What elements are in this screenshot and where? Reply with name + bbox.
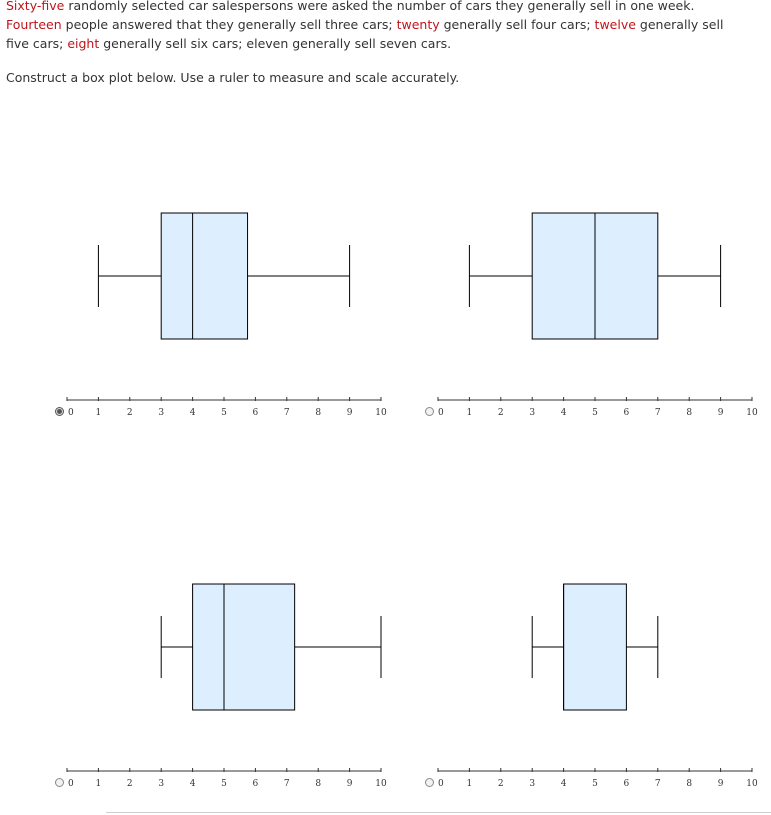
tick-label: 4 <box>560 408 567 418</box>
tick-label: 1 <box>95 779 102 789</box>
tick-label: 6 <box>252 779 259 789</box>
tick-label: 9 <box>717 779 724 789</box>
tick-label: 10 <box>746 779 758 789</box>
tick-label: 0 <box>68 779 74 789</box>
tick-label: 9 <box>346 779 353 789</box>
tick-label: 4 <box>189 408 196 418</box>
tick-label: 7 <box>654 408 661 418</box>
tick-label: 8 <box>315 408 322 418</box>
tick-label: 2 <box>497 779 504 789</box>
tick-label: 4 <box>189 779 196 789</box>
highlighted-number: twelve <box>594 17 636 32</box>
tick-label: 1 <box>466 408 473 418</box>
tick-label: 2 <box>126 408 133 418</box>
question-segment: generally sell four cars; <box>439 17 595 32</box>
tick-label: 0 <box>438 779 444 789</box>
question-segment: generally sell six cars; eleven generally sell seven cars. <box>99 36 452 51</box>
tick-label: 6 <box>623 779 630 789</box>
highlighted-number: Sixty-five <box>6 0 65 13</box>
instruction-text: Construct a box plot below. Use a ruler to measure and scale accurately. <box>6 70 460 85</box>
divider <box>106 812 771 813</box>
tick-label: 9 <box>717 408 724 418</box>
tick-label: 5 <box>592 779 598 789</box>
tick-label: 9 <box>346 408 353 418</box>
tick-label: 7 <box>283 779 290 789</box>
tick-label: 4 <box>560 779 567 789</box>
tick-label: 3 <box>158 408 165 418</box>
tick-label: 1 <box>466 779 473 789</box>
tick-label: 8 <box>686 779 693 789</box>
highlighted-number: Fourteen <box>6 17 62 32</box>
iqr-box <box>564 584 627 710</box>
highlighted-number: eight <box>67 36 100 51</box>
question-segment: generally sell five cars; <box>6 17 724 51</box>
question-segment: people answered that they generally sell three cars; <box>61 17 397 32</box>
tick-label: 8 <box>686 408 693 418</box>
tick-label: 3 <box>529 408 536 418</box>
tick-label: 2 <box>126 779 133 789</box>
tick-label: 10 <box>375 408 387 418</box>
question-segment: randomly selected car salespersons were asked the number of cars they generally sell in one week. <box>64 0 695 13</box>
tick-label: 5 <box>221 408 227 418</box>
tick-label: 0 <box>438 408 444 418</box>
tick-label: 5 <box>592 408 598 418</box>
tick-label: 3 <box>529 779 536 789</box>
tick-label: 6 <box>623 408 630 418</box>
tick-label: 7 <box>654 779 661 789</box>
tick-label: 5 <box>221 779 227 789</box>
tick-label: 0 <box>68 408 74 418</box>
tick-label: 1 <box>95 408 102 418</box>
tick-label: 3 <box>158 779 165 789</box>
tick-label: 2 <box>497 408 504 418</box>
tick-label: 8 <box>315 779 322 789</box>
highlighted-number: twenty <box>396 17 440 32</box>
tick-label: 7 <box>283 408 290 418</box>
tick-label: 10 <box>375 779 387 789</box>
tick-label: 6 <box>252 408 259 418</box>
tick-label: 10 <box>746 408 758 418</box>
